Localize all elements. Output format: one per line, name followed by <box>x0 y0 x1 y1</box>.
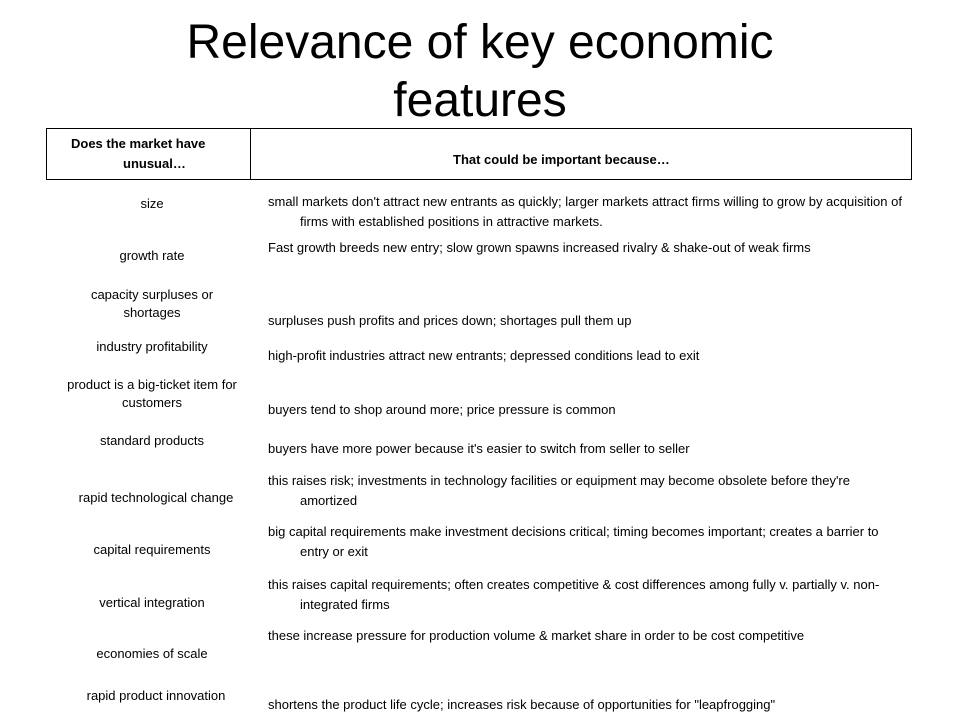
feature-cell: rapid product innovation <box>86 688 226 703</box>
importance-cell: surpluses push profits and prices down; shortages pull them up <box>268 313 632 328</box>
importance-cell: high-profit industries attract new entrants; depressed conditions lead to exit <box>268 348 700 363</box>
header-feature-line-1: Does the market have <box>71 136 206 151</box>
feature-cell: capacity surpluses or shortages <box>90 287 214 320</box>
feature-cell: economies of scale <box>96 646 208 661</box>
importance-cell: small markets don't attract new entrants as quickly; larger markets attract firms willing to grow by acquisition of firms with established positions in attractive markets. <box>268 194 902 229</box>
feature-cell: rapid technological change <box>78 490 234 505</box>
feature-cell: vertical integration <box>99 595 205 610</box>
importance-cell: these increase pressure for production volume & market share in order to be cost competitive <box>268 628 805 643</box>
title-line-2: features <box>393 74 567 127</box>
feature-cell: capital requirements <box>93 542 211 557</box>
importance-cell: this raises risk; investments in technology facilities or equipment may become obsolete before they're amortized <box>268 473 850 508</box>
table-header <box>46 128 912 180</box>
importance-cell: buyers have more power because it's easier to switch from seller to seller <box>268 441 690 456</box>
feature-cell: product is a big-ticket item for customers <box>67 377 237 410</box>
header-divider <box>250 129 251 179</box>
importance-cell: this raises capital requirements; often creates competitive & cost differences among fully v. partially v. non-integrated firms <box>268 577 880 612</box>
importance-cell: big capital requirements make investment decisions critical; timing becomes important; creates a barrier to entry or exit <box>268 524 879 559</box>
header-feature-line-2: unusual… <box>123 156 186 171</box>
features-table <box>46 128 912 712</box>
header-feature <box>71 134 241 174</box>
title-line-1: Relevance of key economic <box>186 16 774 69</box>
feature-cell: standard products <box>99 433 205 448</box>
feature-cell: industry profitability <box>96 339 208 354</box>
feature-cell: size <box>140 196 164 211</box>
feature-cell: growth rate <box>119 248 185 263</box>
importance-cell: shortens the product life cycle; increases risk because of opportunities for "leapfrogging" <box>268 697 776 712</box>
importance-cell: Fast growth breeds new entry; slow grown spawns increased rivalry & shake-out of weak firms <box>268 240 811 255</box>
slide-title <box>0 14 960 130</box>
header-importance: That could be important because… <box>453 152 670 167</box>
importance-cell: buyers tend to shop around more; price pressure is common <box>268 402 616 417</box>
